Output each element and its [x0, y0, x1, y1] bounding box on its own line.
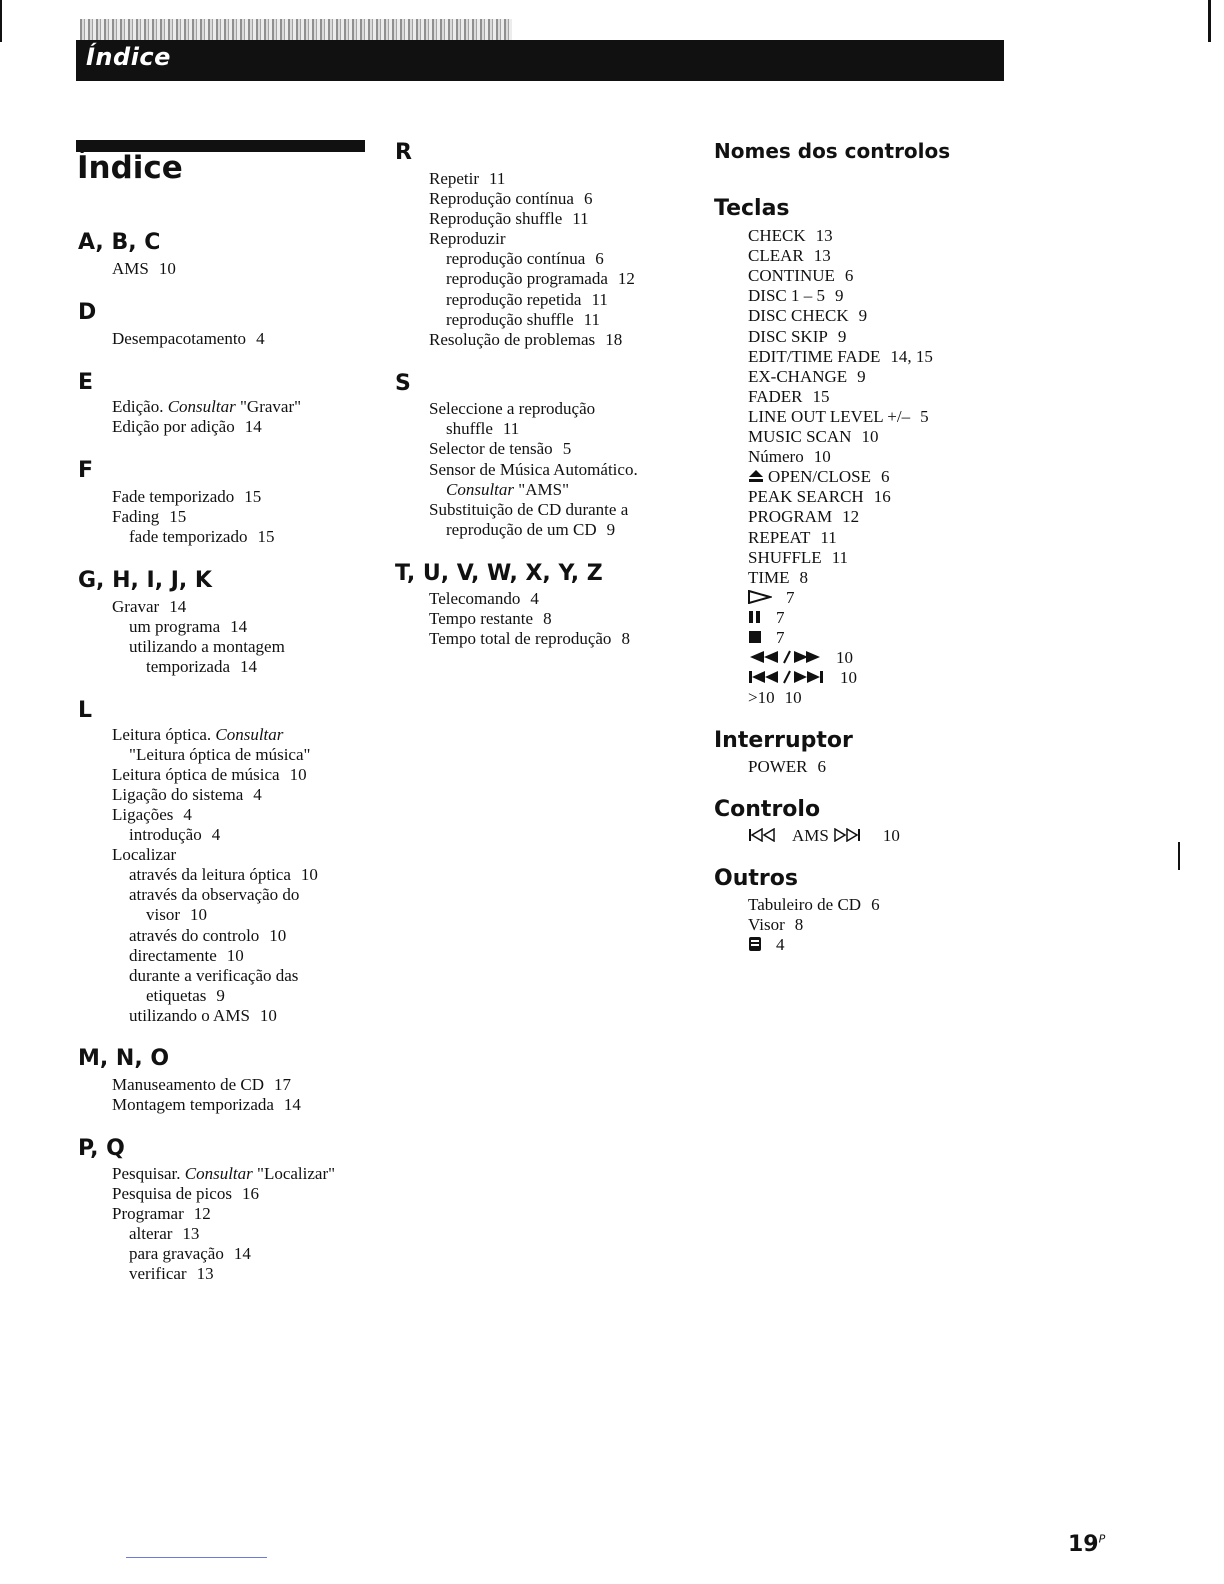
entry-page-number: 8 — [543, 609, 552, 628]
entry-page-number: 11 — [583, 310, 600, 329]
index-entry — [112, 765, 307, 785]
entry-term: Localizar — [112, 845, 177, 864]
entry-page-number: 11 — [591, 290, 608, 309]
control-page-number: 4 — [776, 935, 785, 954]
control-entry — [748, 407, 929, 427]
page-number-suffix: P — [1098, 1532, 1106, 1546]
entry-term: directamente — [129, 946, 217, 965]
control-entry — [748, 367, 866, 387]
control-entry — [748, 648, 853, 669]
entry-term: Fading — [112, 507, 160, 526]
section-letter-g-h-i-j-k: G, H, I, J, K — [78, 568, 212, 593]
index-entry — [112, 1095, 301, 1115]
entry-term: Edição por adição — [112, 417, 235, 436]
index-entry — [429, 460, 638, 480]
entry-term: através da leitura óptica — [129, 865, 291, 884]
control-entry — [748, 688, 802, 708]
control-name: PROGRAM — [748, 507, 833, 527]
entry-page-number: 14 — [244, 417, 262, 436]
index-entry — [129, 966, 298, 986]
entry-page-number: 18 — [605, 330, 623, 349]
entry-term: Resolução de problemas — [429, 330, 596, 349]
entry-see-reference: Consultar — [167, 397, 236, 416]
section-letter-m-n-o: M, N, O — [78, 1046, 170, 1071]
control-page-number: 10 — [882, 826, 900, 845]
entry-page-number: 10 — [190, 905, 207, 924]
section-letter-s: S — [395, 371, 411, 396]
control-page-number: 11 — [831, 547, 849, 567]
control-page-number: 10 — [836, 648, 853, 668]
entry-term: Repetir — [429, 169, 480, 188]
entry-see-target: "AMS" — [514, 480, 570, 499]
section-letter-a-b-c: A, B, C — [78, 230, 161, 255]
ams-dial-right-icon — [833, 827, 873, 847]
index-entry — [112, 259, 176, 279]
control-entry — [748, 915, 803, 935]
header-bar — [76, 40, 1004, 81]
control-name: POWER — [748, 757, 808, 776]
index-entry — [112, 1164, 335, 1184]
control-name: MUSIC SCAN — [748, 427, 852, 446]
entry-term: Reprodução contínua — [429, 189, 574, 208]
index-entry — [112, 507, 186, 527]
control-name: TIME — [748, 567, 790, 587]
entry-page-number: 10 — [158, 259, 176, 278]
control-name: Visor — [748, 915, 785, 934]
entry-term: Sensor de Música Automático. — [429, 460, 638, 479]
index-entry — [112, 487, 261, 507]
control-name: PEAK SEARCH — [748, 487, 864, 507]
edge-mark-mid — [1178, 842, 1180, 870]
control-entry — [748, 226, 833, 246]
control-page-number: 7 — [776, 607, 785, 627]
entry-term: Substituição de CD durante a — [429, 500, 629, 519]
control-page-number: 6 — [871, 895, 880, 914]
control-entry — [748, 568, 808, 588]
entry-term: Tempo total de reprodução — [429, 629, 612, 648]
entry-term: através da observação do — [129, 885, 300, 904]
control-name: CONTINUE — [748, 266, 835, 286]
control-page-number: 10 — [840, 668, 857, 688]
rewind-forward-icon — [748, 649, 822, 669]
control-name: DISC CHECK — [748, 306, 849, 326]
index-entry — [129, 885, 299, 905]
entry-term: Leitura óptica de música — [112, 765, 280, 784]
control-entry — [748, 347, 933, 367]
control-entry — [748, 608, 785, 629]
control-entry — [748, 826, 900, 847]
edge-mark-right — [1208, 0, 1211, 42]
control-entry — [748, 467, 889, 488]
entry-term: durante a verificação das — [129, 966, 299, 985]
control-page-number: 14, 15 — [890, 346, 933, 366]
entry-term: Desempacotamento — [112, 329, 247, 348]
index-entry — [446, 269, 635, 289]
index-entry — [429, 609, 552, 629]
index-entry — [446, 520, 615, 540]
entry-page-number: 10 — [289, 765, 307, 784]
index-entry — [112, 1184, 259, 1204]
entry-page-number: 9 — [216, 986, 225, 1005]
entry-page-number: 14 — [169, 597, 187, 616]
entry-see-target: "Gravar" — [235, 397, 302, 416]
index-entry — [429, 399, 595, 419]
entry-term: Montagem temporizada — [112, 1095, 274, 1114]
entry-term: através do controlo — [129, 926, 260, 945]
index-entry — [129, 825, 220, 845]
entry-see-reference: Consultar — [446, 480, 515, 499]
control-page-number: 11 — [820, 527, 837, 547]
entry-term: reprodução shuffle — [446, 310, 574, 329]
index-entry — [112, 785, 262, 805]
entry-page-number: 13 — [196, 1264, 214, 1283]
entry-term: fade temporizado — [129, 527, 248, 546]
bottom-line — [126, 1557, 267, 1558]
entry-page-number: 4 — [530, 589, 539, 608]
entry-term: Programar — [112, 1204, 184, 1223]
control-entry — [748, 387, 829, 407]
control-page-number: 5 — [920, 406, 929, 426]
entry-page-number: 14 — [240, 657, 258, 676]
control-entry — [748, 286, 843, 306]
index-entry — [112, 1075, 291, 1095]
entry-term: utilizando a montagem — [129, 637, 285, 656]
ams-dial-icon — [748, 827, 788, 847]
entry-page-number: 12 — [617, 269, 635, 288]
index-entry — [129, 865, 318, 885]
index-entry — [429, 589, 539, 609]
section-letter-e: E — [78, 370, 94, 395]
entry-term: Tempo restante — [429, 609, 534, 628]
control-name: LINE OUT LEVEL +/– — [748, 406, 911, 426]
entry-page-number: 16 — [241, 1184, 259, 1203]
index-entry — [446, 419, 519, 439]
entry-term: para gravação — [129, 1244, 224, 1263]
control-entry — [748, 895, 880, 915]
entry-see-target: "Localizar" — [252, 1164, 336, 1183]
entry-term: alterar — [129, 1224, 173, 1243]
section-letter-p-q: P, Q — [78, 1136, 125, 1161]
index-entry — [146, 657, 257, 677]
control-entry — [748, 327, 846, 347]
index-entry — [429, 169, 505, 189]
section-letter-r: R — [395, 140, 412, 165]
entry-term: Telecomando — [429, 589, 521, 608]
entry-term: Reproduzir — [429, 229, 506, 248]
control-page-number: 8 — [794, 915, 804, 934]
control-page-number: 9 — [837, 326, 847, 346]
entry-term: reprodução repetida — [446, 290, 582, 309]
control-page-number: 9 — [858, 306, 868, 326]
stop-icon — [748, 629, 762, 649]
entry-page-number: 9 — [606, 520, 616, 539]
entry-term: introdução — [129, 825, 202, 844]
entry-page-number: 10 — [300, 865, 318, 884]
index-entry — [129, 617, 247, 637]
skip-prev-next-icon — [748, 669, 826, 689]
control-page-number: 7 — [786, 587, 795, 607]
control-name: DISC SKIP — [748, 326, 828, 346]
index-entry — [112, 597, 186, 617]
entry-term: reprodução contínua — [446, 249, 586, 268]
entry-page-number: 5 — [562, 439, 572, 458]
control-entry — [748, 427, 878, 447]
control-name: EDIT/TIME FADE — [748, 346, 881, 366]
entry-page-number: 8 — [621, 629, 630, 648]
control-entry — [748, 757, 826, 777]
entry-term: etiquetas — [146, 986, 207, 1005]
entry-see-reference: Consultar — [215, 725, 284, 744]
entry-term: utilizando o AMS — [129, 1006, 250, 1025]
index-entry — [429, 229, 505, 249]
section-letter-f: F — [78, 458, 94, 483]
index-entry — [429, 439, 571, 459]
entry-term: reprodução programada — [446, 269, 608, 288]
section-letter-l: L — [78, 698, 93, 723]
control-name: Número — [748, 447, 804, 467]
entry-page-number: 14 — [233, 1244, 251, 1263]
entry-page-number: 10 — [259, 1006, 277, 1025]
control-name: SHUFFLE — [748, 547, 822, 567]
control-entry — [748, 507, 859, 527]
control-entry — [748, 246, 831, 266]
pause-icon — [748, 609, 762, 629]
index-entry — [446, 480, 569, 500]
page-number — [1068, 1532, 1105, 1557]
index-entry — [112, 805, 192, 825]
entry-term: verificar — [129, 1264, 187, 1283]
index-entry — [129, 926, 286, 946]
entry-page-number: 4 — [253, 785, 262, 804]
entry-page-number: 12 — [193, 1204, 211, 1223]
entry-term: Selector de tensão — [429, 439, 553, 458]
entry-term: reprodução de um CD — [446, 520, 597, 539]
entry-term: Reprodução shuffle — [429, 209, 563, 228]
index-entry — [112, 417, 262, 437]
index-entry — [129, 1244, 251, 1264]
control-entry — [748, 548, 848, 568]
control-entry — [748, 487, 891, 507]
index-entry — [446, 249, 604, 269]
index-entry — [129, 1224, 199, 1244]
controls-title: Nomes dos controlos — [714, 139, 951, 163]
index-entry — [429, 189, 592, 209]
control-page-number: 6 — [844, 266, 854, 286]
header-label: Índice — [86, 43, 171, 71]
index-entry — [146, 986, 225, 1006]
entry-term: um programa — [129, 617, 221, 636]
entry-page-number: 11 — [489, 169, 506, 188]
control-entry — [748, 935, 785, 957]
entry-term: Pesquisa de picos — [112, 1184, 232, 1203]
entry-page-number: 17 — [274, 1075, 292, 1094]
header-scan-texture — [80, 19, 512, 41]
section-controlo: Controlo — [714, 797, 821, 822]
index-entry — [146, 905, 207, 925]
index-entry — [446, 290, 608, 310]
control-page-number: 15 — [812, 386, 830, 406]
control-entry — [748, 266, 853, 286]
index-entry — [129, 745, 310, 765]
index-entry — [112, 329, 265, 349]
section-letter-t-u-v-w-x-y-z: T, U, V, W, X, Y, Z — [395, 561, 603, 586]
remote-icon — [748, 936, 762, 957]
control-page-number: 8 — [799, 567, 809, 587]
control-entry — [748, 447, 831, 467]
control-page-number: 10 — [784, 688, 802, 708]
section-interruptor: Interruptor — [714, 728, 853, 753]
control-page-number: 7 — [776, 628, 785, 647]
index-entry — [129, 527, 274, 547]
entry-term: Gravar — [112, 597, 160, 616]
page-title: Índice — [77, 150, 183, 186]
control-page-number: 10 — [813, 447, 831, 467]
control-page-number: 6 — [880, 467, 890, 487]
entry-page-number: 15 — [244, 487, 262, 506]
entry-page-number: 6 — [583, 189, 593, 208]
index-entry — [129, 1264, 214, 1284]
entry-see-reference: Consultar — [184, 1164, 253, 1183]
entry-term: Leitura óptica. — [112, 725, 216, 744]
control-page-number: 9 — [857, 366, 866, 386]
index-entry — [112, 1204, 211, 1224]
control-entry — [748, 528, 837, 548]
index-entry — [129, 1006, 277, 1026]
control-page-number: 10 — [861, 427, 879, 446]
entry-page-number: 14 — [230, 617, 248, 636]
control-page-number: 9 — [834, 286, 844, 306]
entry-term: Fade temporizado — [112, 487, 235, 506]
control-name: CLEAR — [748, 246, 804, 266]
eject-icon — [748, 468, 764, 488]
index-entry — [429, 500, 628, 520]
control-page-number: 13 — [813, 246, 831, 266]
entry-page-number: 10 — [226, 946, 244, 965]
entry-page-number: 4 — [211, 825, 221, 844]
entry-page-number: 10 — [269, 926, 287, 945]
control-page-number: 12 — [842, 507, 860, 527]
control-name: AMS — [792, 826, 829, 845]
section-teclas: Teclas — [714, 196, 790, 221]
index-entry — [129, 637, 285, 657]
entry-term: temporizada — [146, 657, 231, 676]
entry-page-number: 4 — [183, 805, 192, 824]
control-entry — [748, 668, 857, 689]
control-name: FADER — [748, 386, 803, 406]
index-entry — [429, 629, 630, 649]
entry-term: Edição. — [112, 397, 168, 416]
entry-term: Seleccione a reprodução — [429, 399, 596, 418]
control-name: CHECK — [748, 226, 806, 245]
entry-page-number: 4 — [256, 329, 265, 348]
entry-term: shuffle — [446, 419, 493, 438]
control-entry — [748, 306, 867, 326]
index-entry — [429, 330, 622, 350]
entry-term: Manuseamento de CD — [112, 1075, 265, 1094]
index-entry — [446, 310, 600, 330]
index-entry — [112, 845, 176, 865]
entry-page-number: 15 — [169, 507, 187, 526]
section-outros: Outros — [714, 866, 798, 891]
entry-page-number: 11 — [502, 419, 520, 438]
entry-term: visor — [146, 905, 180, 924]
entry-page-number: 6 — [595, 249, 604, 268]
control-page-number: 13 — [815, 226, 833, 245]
play-icon — [748, 589, 772, 609]
index-entry — [112, 725, 283, 745]
index-entry — [429, 209, 589, 229]
entry-page-number: 14 — [283, 1095, 301, 1114]
entry-term: "Leitura óptica de música" — [129, 745, 311, 764]
entry-term: AMS — [112, 259, 149, 278]
edge-mark-left — [0, 0, 2, 42]
control-name: >10 — [748, 688, 775, 708]
control-page-number: 16 — [873, 487, 891, 507]
entry-page-number: 11 — [572, 209, 589, 228]
index-entry — [112, 397, 301, 417]
entry-term: Pesquisar. — [112, 1164, 185, 1183]
control-entry — [748, 588, 795, 609]
control-name: DISC 1 – 5 — [748, 286, 825, 306]
index-entry — [129, 946, 244, 966]
entry-term: Ligações — [112, 805, 174, 824]
section-letter-d: D — [78, 300, 97, 325]
control-name: REPEAT — [748, 527, 811, 547]
control-name: OPEN/CLOSE — [768, 467, 871, 487]
entry-page-number: 15 — [257, 527, 275, 546]
page-number-value: 19 — [1068, 1532, 1099, 1557]
control-page-number: 6 — [817, 757, 826, 776]
entry-term: Ligação do sistema — [112, 785, 244, 804]
control-name: Tabuleiro de CD — [748, 895, 862, 914]
control-name: EX-CHANGE — [748, 366, 848, 386]
control-entry — [748, 628, 785, 649]
entry-page-number: 13 — [182, 1224, 200, 1243]
